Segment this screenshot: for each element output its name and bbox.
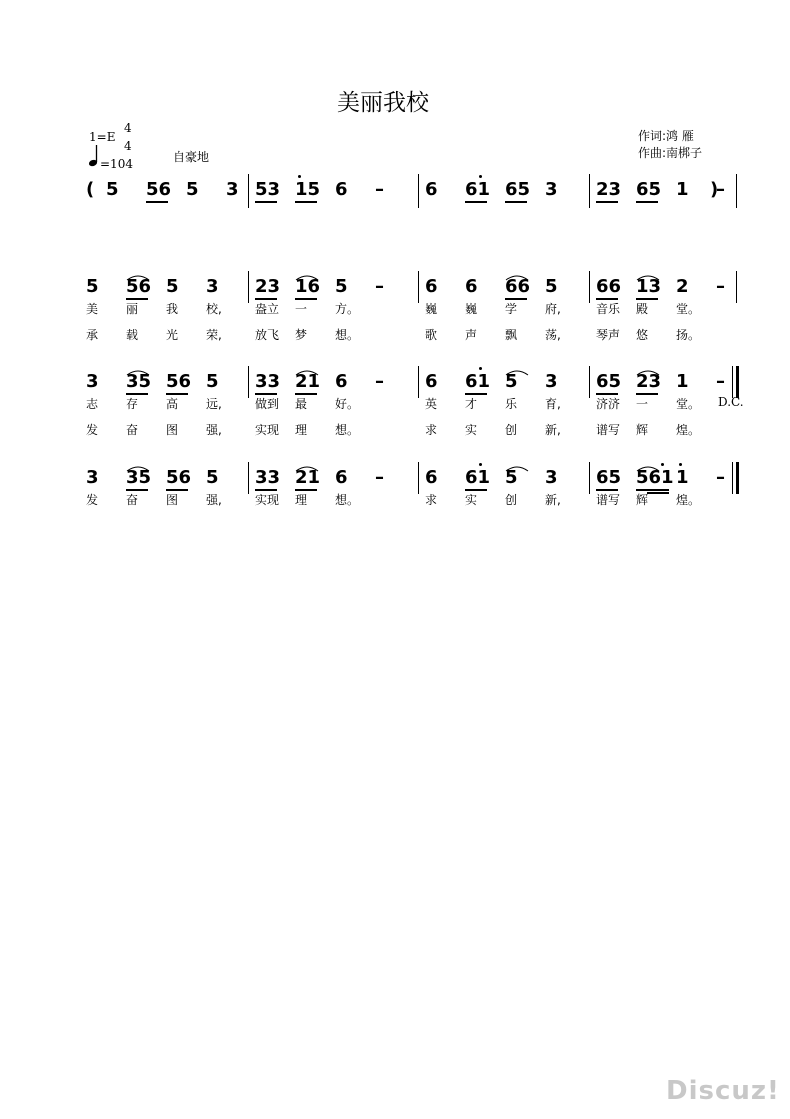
note: 5 xyxy=(106,179,119,200)
lyric-syllable: 荡, xyxy=(545,328,561,342)
note: 16 xyxy=(295,276,321,297)
note: 65 xyxy=(636,179,662,200)
note: 5 xyxy=(335,276,348,297)
lyric-syllable: 丽 xyxy=(126,302,139,316)
note: 3 xyxy=(86,467,99,488)
note: 561 xyxy=(636,467,674,488)
lyric-syllable: 存 xyxy=(126,397,139,411)
lyric-syllable: 美 xyxy=(86,302,99,316)
note: 6 xyxy=(335,371,348,392)
note: 56 xyxy=(126,276,152,297)
note: 6 xyxy=(425,467,438,488)
note: 6 xyxy=(425,179,438,200)
note: 21 xyxy=(295,467,321,488)
beam-underline xyxy=(465,201,487,203)
slur xyxy=(295,266,319,285)
lyric-syllable: 学 xyxy=(505,302,518,316)
note: – xyxy=(375,179,384,200)
note: 33 xyxy=(255,467,281,488)
lyric-syllable: 悠 xyxy=(636,328,649,342)
note: 6 xyxy=(425,276,438,297)
lyric-syllable: 想。 xyxy=(335,493,360,507)
note: 5 xyxy=(505,371,518,392)
beam-underline xyxy=(255,201,277,203)
lyric-syllable: 辉 xyxy=(636,423,649,437)
lyric-syllable: 育, xyxy=(545,397,561,411)
barline xyxy=(248,174,249,208)
note: 3 xyxy=(545,467,558,488)
lyric-syllable: 求 xyxy=(425,493,438,507)
slur xyxy=(505,361,529,380)
lyric-syllable: 梦 xyxy=(295,328,308,342)
composer-credit: 作曲:南梆子 xyxy=(638,146,703,160)
lyric-syllable: 巍 xyxy=(425,302,438,316)
slur xyxy=(636,266,660,285)
note: 1 xyxy=(676,467,689,488)
note: 23 xyxy=(636,371,662,392)
lyric-syllable: 飘 xyxy=(505,328,518,342)
lyric-syllable: 放飞 xyxy=(255,328,280,342)
barline xyxy=(418,366,419,398)
slur xyxy=(636,361,660,380)
lyric-syllable: 远, xyxy=(206,397,222,411)
lyric-syllable: 强, xyxy=(206,423,222,437)
octave-dot xyxy=(479,463,482,466)
lyric-syllable: 一 xyxy=(295,302,308,316)
lyric-syllable: 高 xyxy=(166,397,179,411)
beam-underline xyxy=(295,201,317,203)
beam-underline-2 xyxy=(647,492,669,494)
end-barline xyxy=(736,174,737,208)
note: 23 xyxy=(255,276,281,297)
note: 3 xyxy=(545,371,558,392)
note: – xyxy=(716,179,725,200)
lyric-syllable: 煌。 xyxy=(676,423,701,437)
lyric-syllable: 琴声 xyxy=(596,328,621,342)
lyric-syllable: 光 xyxy=(166,328,179,342)
slur xyxy=(126,457,150,476)
note: 5 xyxy=(545,276,558,297)
note: 56 xyxy=(146,179,172,200)
lyric-syllable: 载 xyxy=(126,328,139,342)
lyric-syllable: 求 xyxy=(425,423,438,437)
note: 1 xyxy=(676,371,689,392)
note: 65 xyxy=(505,179,531,200)
lyric-syllable: 新, xyxy=(545,423,561,437)
lyric-syllable: 想。 xyxy=(335,328,360,342)
note: 56 xyxy=(166,467,192,488)
song-title: 美丽我校 xyxy=(337,90,429,116)
lyric-syllable: 堂。 xyxy=(676,397,701,411)
note: 15 xyxy=(295,179,321,200)
lyric-syllable: 我 xyxy=(166,302,179,316)
octave-dot xyxy=(479,367,482,370)
note: 5 xyxy=(166,276,179,297)
note: – xyxy=(375,467,384,488)
note: 3 xyxy=(545,179,558,200)
lyric-syllable: 好。 xyxy=(335,397,360,411)
lyric-syllable: 荣, xyxy=(206,328,222,342)
end-barline xyxy=(736,271,737,303)
barline xyxy=(248,366,249,398)
note: – xyxy=(716,276,725,297)
final-barline-thin xyxy=(732,366,733,398)
key-signature: 1=E xyxy=(89,130,116,144)
note: 3 xyxy=(86,371,99,392)
lyric-syllable: 强, xyxy=(206,493,222,507)
note: 5 xyxy=(186,179,199,200)
watermark: Discuz! xyxy=(666,1076,780,1106)
lyric-syllable: 理 xyxy=(295,493,308,507)
note: 6 xyxy=(425,371,438,392)
note: – xyxy=(716,371,725,392)
note: 3 xyxy=(226,179,239,200)
lyric-syllable: 府, xyxy=(545,302,561,316)
note: – xyxy=(375,371,384,392)
lyric-syllable: 一 xyxy=(636,397,649,411)
lyric-syllable: 盎立 xyxy=(255,302,280,316)
lyric-syllable: 理 xyxy=(295,423,308,437)
note: 2 xyxy=(676,276,689,297)
lyric-syllable: 创 xyxy=(505,493,518,507)
lyric-syllable: 实现 xyxy=(255,423,280,437)
final-barline-thick xyxy=(736,462,739,494)
lyric-syllable: 承 xyxy=(86,328,99,342)
final-barline-thin xyxy=(732,462,733,494)
note: 66 xyxy=(596,276,622,297)
lyric-syllable: 实 xyxy=(465,423,478,437)
lyric-syllable: 校, xyxy=(206,302,222,316)
barline xyxy=(248,271,249,303)
note: 61 xyxy=(465,179,491,200)
time-signature-top: 4 xyxy=(124,121,132,135)
beam-underline xyxy=(636,201,658,203)
open-paren: ( xyxy=(86,179,95,200)
note: 6 xyxy=(335,179,348,200)
tempo-marking: =104 xyxy=(100,157,133,171)
note: 56 xyxy=(166,371,192,392)
slur xyxy=(505,457,529,476)
lyric-syllable: 声 xyxy=(465,328,478,342)
note: – xyxy=(716,467,725,488)
note: 61 xyxy=(465,371,491,392)
lyric-syllable: 殿 xyxy=(636,302,649,316)
slur xyxy=(126,361,150,380)
note: 21 xyxy=(295,371,321,392)
note: 35 xyxy=(126,371,152,392)
lyric-syllable: 济济 xyxy=(596,397,621,411)
barline xyxy=(589,271,590,303)
lyric-syllable: 图 xyxy=(166,493,179,507)
lyric-syllable: 谱写 xyxy=(596,423,621,437)
close-paren: ) xyxy=(710,179,719,200)
slur xyxy=(295,457,319,476)
lyric-syllable: 音乐 xyxy=(596,302,621,316)
beam-underline xyxy=(146,201,168,203)
barline xyxy=(589,174,590,208)
octave-dot xyxy=(479,175,482,178)
lyric-syllable: 实 xyxy=(465,493,478,507)
slur xyxy=(505,266,529,285)
lyric-syllable: 方。 xyxy=(335,302,360,316)
lyric-syllable: 奋 xyxy=(126,493,139,507)
lyric-syllable: 才 xyxy=(465,397,478,411)
note: 1 xyxy=(676,179,689,200)
note: 61 xyxy=(465,467,491,488)
lyric-syllable: 奋 xyxy=(126,423,139,437)
note: 5 xyxy=(206,371,219,392)
note: 6 xyxy=(335,467,348,488)
slur xyxy=(636,457,660,476)
lyric-syllable: 志 xyxy=(86,397,99,411)
lyric-syllable: 辉 xyxy=(636,493,649,507)
beam-underline xyxy=(596,201,618,203)
time-signature-bottom: 4 xyxy=(124,139,132,153)
note: 6 xyxy=(465,276,478,297)
note: 3 xyxy=(206,276,219,297)
lyric-syllable: 扬。 xyxy=(676,328,701,342)
barline xyxy=(418,174,419,208)
lyric-syllable: 发 xyxy=(86,423,99,437)
slur xyxy=(295,361,319,380)
lyric-syllable: 歌 xyxy=(425,328,438,342)
lyric-syllable: 做到 xyxy=(255,397,280,411)
quarter-note-icon xyxy=(88,144,100,168)
da-capo-marking: D.C. xyxy=(718,395,744,409)
lyric-syllable: 堂。 xyxy=(676,302,701,316)
expression-marking: 自豪地 xyxy=(173,150,210,164)
note: 5 xyxy=(86,276,99,297)
barline xyxy=(589,366,590,398)
barline xyxy=(589,462,590,494)
lyricist-credit: 作词:鸿 雁 xyxy=(638,129,694,143)
note: 65 xyxy=(596,467,622,488)
final-barline-thick xyxy=(736,366,739,398)
lyric-syllable: 英 xyxy=(425,397,438,411)
lyric-syllable: 想。 xyxy=(335,423,360,437)
lyric-syllable: 最 xyxy=(295,397,308,411)
barline xyxy=(418,462,419,494)
note: 5 xyxy=(505,467,518,488)
lyric-syllable: 图 xyxy=(166,423,179,437)
note: 65 xyxy=(596,371,622,392)
lyric-syllable: 乐 xyxy=(505,397,518,411)
lyric-syllable: 巍 xyxy=(465,302,478,316)
lyric-syllable: 谱写 xyxy=(596,493,621,507)
barline xyxy=(418,271,419,303)
lyric-syllable: 创 xyxy=(505,423,518,437)
octave-dot xyxy=(298,175,301,178)
octave-dot xyxy=(679,463,682,466)
note: 66 xyxy=(505,276,531,297)
note: 53 xyxy=(255,179,281,200)
lyric-syllable: 新, xyxy=(545,493,561,507)
note: 23 xyxy=(596,179,622,200)
note: 33 xyxy=(255,371,281,392)
lyric-syllable: 煌。 xyxy=(676,493,701,507)
note: 35 xyxy=(126,467,152,488)
slur xyxy=(126,266,150,285)
barline xyxy=(248,462,249,494)
lyric-syllable: 发 xyxy=(86,493,99,507)
octave-dot xyxy=(661,463,664,466)
note: 5 xyxy=(206,467,219,488)
note: 13 xyxy=(636,276,662,297)
lyric-syllable: 实现 xyxy=(255,493,280,507)
beam-underline xyxy=(505,201,527,203)
note: – xyxy=(375,276,384,297)
